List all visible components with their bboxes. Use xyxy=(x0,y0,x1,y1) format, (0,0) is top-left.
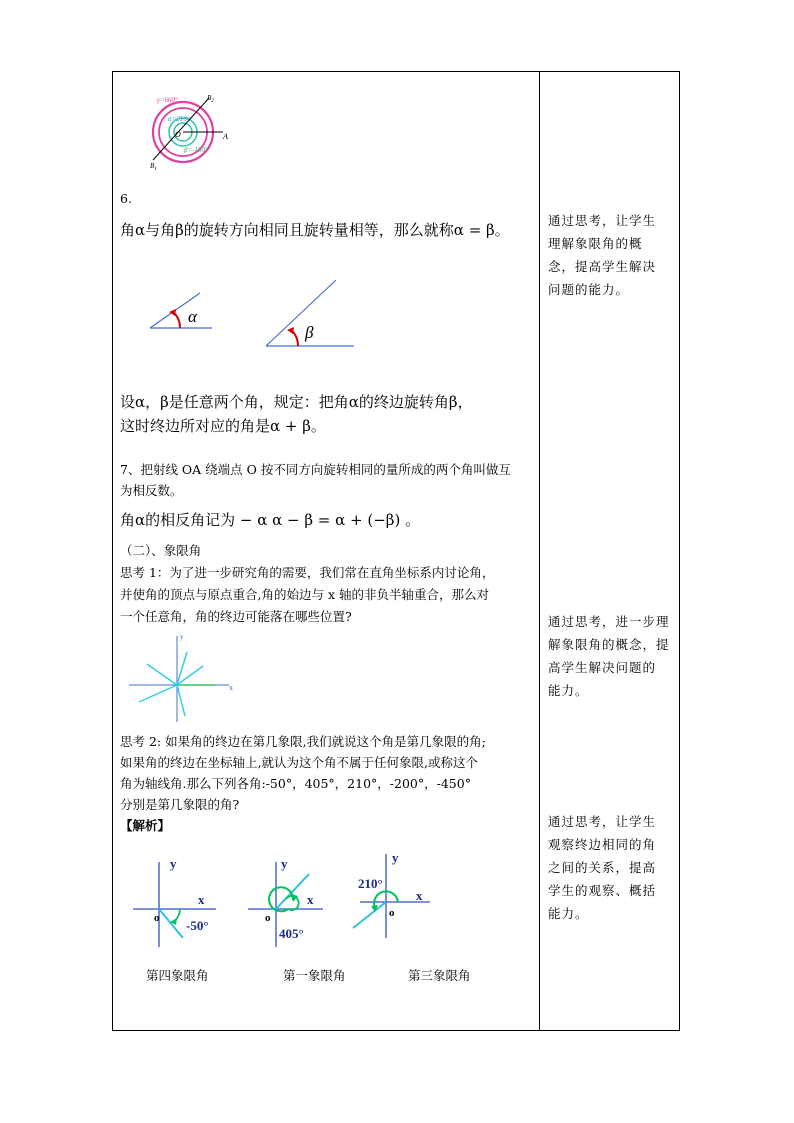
note-1: 通过思考，让学生 理解象限角的概 念，提高学生解决 问题的能力。 xyxy=(548,213,657,297)
axis-x-label: x xyxy=(416,888,423,903)
item6-number: 6. xyxy=(120,191,132,206)
quadrant-caption-3: 第三象限角 xyxy=(408,968,471,983)
axis-x-label: x xyxy=(307,892,314,907)
axis-x-label: x xyxy=(198,892,205,907)
note-3: 通过思考，让学生 观察终边相同的角 之间的关系，提高 学生的观察、概括 能力。 xyxy=(548,814,657,921)
analysis-label: 【解析】 xyxy=(120,818,171,833)
axis-y-label: y xyxy=(180,633,184,641)
b1-label: $B_1$ xyxy=(150,162,157,172)
a-label: A xyxy=(223,132,228,141)
b2-label: $B_2$ xyxy=(207,94,214,104)
item7-line2: 为相反数。 xyxy=(120,483,183,498)
column-divider xyxy=(539,71,540,1031)
note-2: 通过思考，进一步理 解象限角的概念，提 高学生解决问题的 能力。 xyxy=(548,614,670,698)
angle-value: 405° xyxy=(279,926,304,941)
think2-line1: 思考 2: 如果角的终边在第几象限,我们就说这个角是第几象限的角; xyxy=(120,734,486,749)
quadrant-diagram-1 xyxy=(128,852,228,952)
quadrant-diagram-2 xyxy=(243,852,343,952)
item6-sentence: 角α与角β的旋转方向相同且旋转量相等，那么就称α = β。 xyxy=(120,221,510,239)
quadrant-diagram-3 xyxy=(350,848,450,948)
terminal-sides-diagram xyxy=(125,630,240,725)
think1-line1: 思考 1：为了进一步研究角的需要，我们常在直角坐标系内讨论角， xyxy=(120,565,495,580)
alpha-label: α=210° xyxy=(168,115,190,123)
item7-formula: 角α的相反角记为 − α α − β = α + (−β) 。 xyxy=(120,511,421,529)
axis-y-label: y xyxy=(281,856,288,871)
sum-line2: 这时终边所对应的角是α + β。 xyxy=(120,417,326,435)
origin-label: o xyxy=(265,912,271,924)
angle-value: -50° xyxy=(186,918,209,933)
beta-symbol: β xyxy=(305,323,314,342)
alpha-symbol: α xyxy=(188,307,197,326)
think1-line3: 一个任意角，角的终边可能落在哪些位置? xyxy=(120,609,352,624)
equal-angles-diagram xyxy=(140,278,380,358)
item7-line1: 7、把射线 OA 绕端点 O 按不同方向旋转相同的量所成的两个角叫做互 xyxy=(120,462,511,477)
beta-label: β=-150° xyxy=(184,146,208,154)
gamma-label: γ=660° xyxy=(157,96,178,104)
axis-y-label: y xyxy=(392,850,399,865)
think2-line2: 如果角的终边在坐标轴上,就认为这个角不属于任何象限,或称这个 xyxy=(120,755,478,770)
think1-line2: 并使角的顶点与原点重合,角的始边与 x 轴的非负半轴重合，那么对 xyxy=(120,587,489,602)
origin-label: o xyxy=(154,912,160,924)
origin-label: O xyxy=(175,130,181,139)
quadrant-caption-2: 第一象限角 xyxy=(283,968,346,983)
sum-line1: 设α，β是任意两个角，规定：把角α的终边旋转角β， xyxy=(120,393,473,411)
think2-line3: 角为轴线角.那么下列各角:-50°，405°，210°，-200°，-450° xyxy=(120,776,471,791)
axis-y-label: y xyxy=(170,856,177,871)
quadrant-caption-1: 第四象限角 xyxy=(146,968,209,983)
axis-x-label: x xyxy=(229,683,233,692)
section2-heading: （二）、象限角 xyxy=(120,543,202,558)
angle-rotation-diagram xyxy=(143,92,243,172)
angle-value: 210° xyxy=(358,876,383,891)
think2-line4: 分别是第几象限的角? xyxy=(120,797,240,812)
origin-label: o xyxy=(389,907,395,919)
